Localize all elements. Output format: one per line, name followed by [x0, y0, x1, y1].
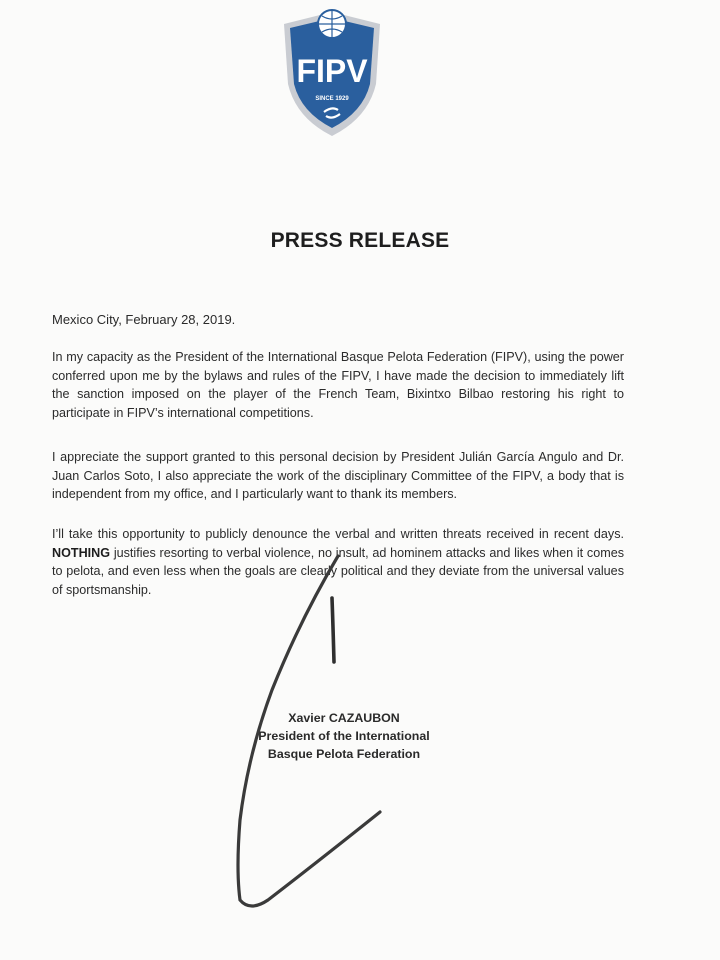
signatory-role-line2: Basque Pelota Federation — [267, 747, 421, 761]
paragraph-denounce — [52, 525, 624, 599]
paragraph-decision: In my capacity as the President of the International Basque Pelota Federation (FIPV), using the power conferred upon me by the bylaws and rules of the FIPV, I have made the decision to immediately lift the sanction imposed on the player of the French Team, Bixintxo Bilbao restoring his right to participate in FIPV’s international competitions. — [52, 350, 624, 420]
signature-block — [244, 709, 444, 763]
paragraph-denounce-rest: justifies resorting to verbal violence, no insult, ad hominem attacks and likes when it comes to pelota, and even less when the goals are clearly political and they deviate from the universal values of sportsmanship. — [52, 545, 625, 597]
date-line: Mexico City, February 28, 2019. — [52, 312, 236, 327]
paragraph-denounce-lead: I’ll take this opportunity to publicly denounce the verbal and written threats received in recent days. — [52, 527, 624, 541]
signatory-role-line1: President of the International — [258, 729, 430, 743]
page-title: PRESS RELEASE — [270, 229, 450, 252]
logo-acronym: FIPV — [296, 53, 368, 89]
signatory-name: Xavier CAZAUBON — [288, 711, 400, 725]
paragraph-denounce-emphasis: NOTHING — [52, 545, 111, 560]
fipv-logo — [276, 6, 388, 140]
paragraph-thanks: I appreciate the support granted to this personal decision by President Julián García Angulo and Dr. Juan Carlos Soto, I also appreciate the work of the disciplinary Committee of the FIPV, a body that is independent from my office, and I particularly want to thank its members. — [52, 450, 624, 501]
logo-since: SINCE 1929 — [315, 96, 349, 102]
